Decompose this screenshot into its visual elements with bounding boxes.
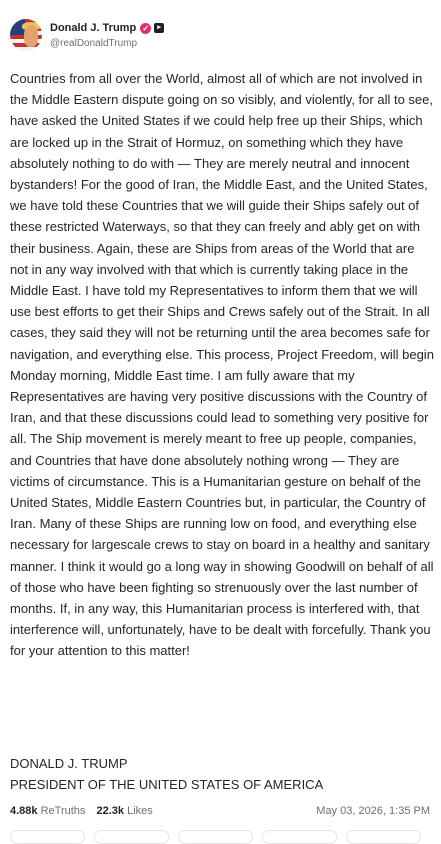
likes-label: Likes (127, 805, 153, 817)
author-display-name[interactable]: Donald J. Trump (50, 22, 137, 34)
avatar[interactable] (10, 19, 42, 51)
retruths-label: ReTruths (40, 805, 86, 817)
post-timestamp[interactable]: May 03, 2026, 1:35 PM (316, 805, 430, 817)
likes-stat[interactable] (96, 803, 152, 819)
avatar-face (24, 25, 38, 47)
retruths-count: 4.88k (10, 805, 38, 817)
verified-badge-icon: ✓ (140, 23, 151, 34)
likes-count: 22.3k (96, 805, 125, 817)
retruths-stat[interactable] (10, 803, 85, 819)
reply-button[interactable] (10, 830, 85, 844)
author-handle[interactable]: @realDonaldTrump (50, 37, 138, 49)
action-bar (10, 830, 435, 842)
more-button[interactable] (346, 830, 421, 844)
signature-title: PRESIDENT OF THE UNITED STATES OF AMERICA (10, 777, 324, 792)
name-row (50, 20, 164, 37)
post-stats (10, 803, 430, 819)
post-header (10, 17, 164, 53)
like-button[interactable] (178, 830, 253, 844)
account-badge-icon: ▸ (154, 23, 164, 33)
signature-name: DONALD J. TRUMP (10, 756, 128, 771)
share-button[interactable] (262, 830, 337, 844)
retruth-button[interactable] (94, 830, 169, 844)
post-signature (10, 753, 323, 795)
post-body-text: Countries from all over the World, almost all of which are not involved in the Middle Eastern dispute going on so visibly, and violently, for all to see, have asked the United States if we could help free up their Ships, which are locked up in the Strait of Hormuz, on something which they have absolutely nothing to do with — They are merely neutral and innocent bystanders! For the good of Iran, the Middle East, and the United States, we have told these Countries that we will guide their Ships safely out of these restricted Waterways, so that they can freely and ably get on with their business. Again, these are Ships from areas of the World that are not in any way involved with that which is currently taking place in the Middle East. I have told my Representatives to inform them that we will use best efforts to get their Ships and Crews safely out of the Strait. In all cases, they said they will not be returning until the area becomes safe for navigation, and everything else. This process, Project Freedom, will begin Monday morning, Middle East time. I am fully aware that my Representatives are having very positive discussions with the Country of Iran, and that these discussions could lead to something very positive for all. The Ship movement is merely meant to free up people, companies, and Countries that have done absolutely nothing wrong — They are victims of circumstance. This is a Humanitarian gesture on behalf of the United States, Middle Eastern Countries but, in particular, the Country of Iran. Many of these Ships are running low on food, and everything else necessary for largescale crews to stay on board in a healthy and sanitary manner. I think it would go a long way in showing Goodwill on behalf of all of those who have been fighting so strenuously over the last number of months. If, in any way, this Humanitarian process is interfered with, that interference will, unfortunately, have to be dealt with forcefully. Thank you for your attention to this matter! (10, 71, 434, 659)
author-names (50, 20, 164, 51)
